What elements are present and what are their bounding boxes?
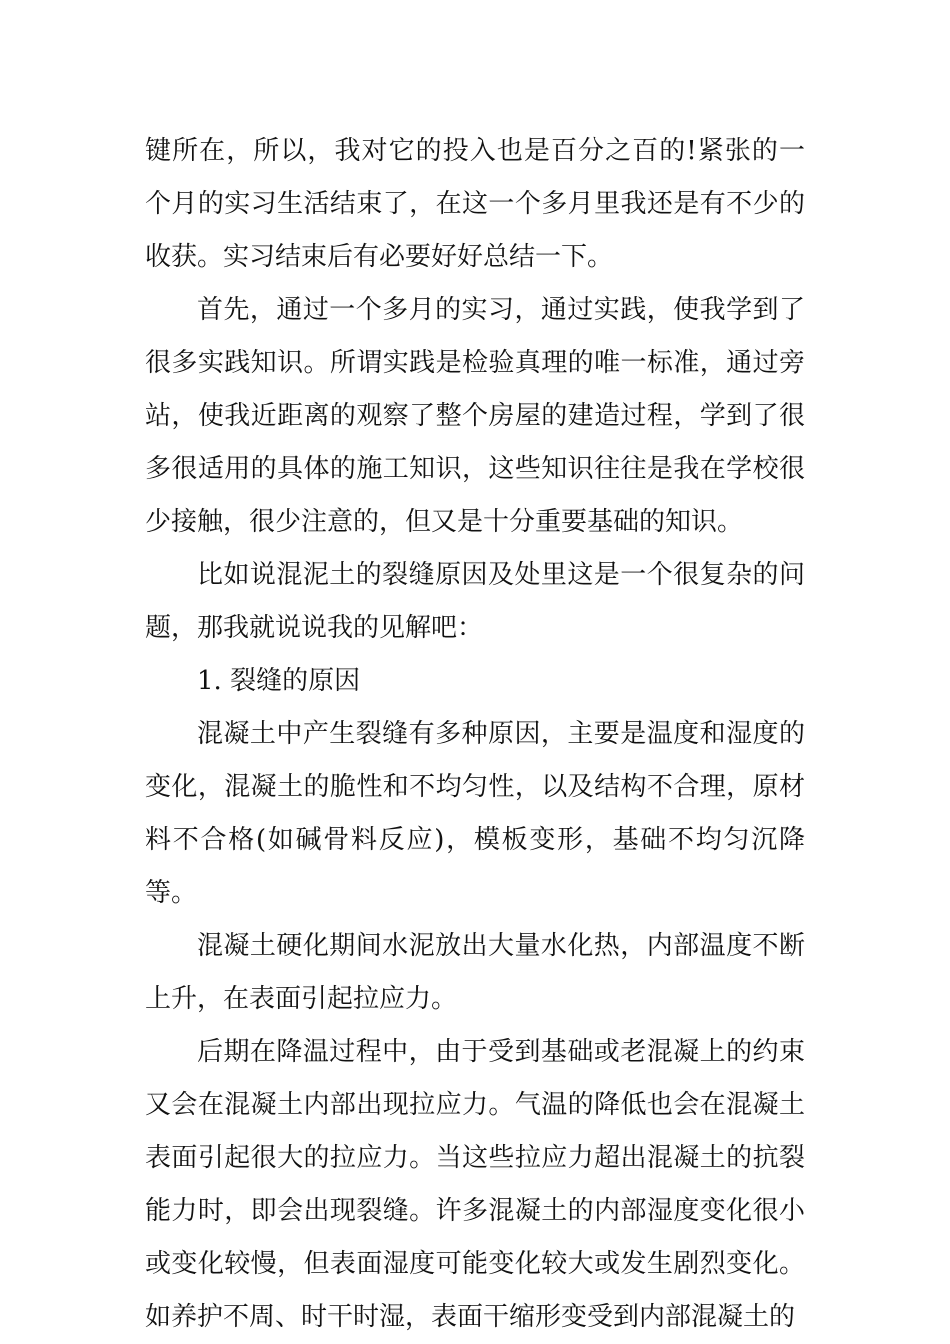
- paragraph-crack-causes: 混凝土中产生裂缝有多种原因，主要是温度和湿度的变化，混凝土的脆性和不均匀性，以及结构不合理，原材料不合格(如碱骨料反应)，模板变形，基础不均匀沉降等。: [145, 719, 805, 908]
- document-body: [145, 125, 805, 1344]
- section-heading-crack-causes: 1. 裂缝的原因: [197, 666, 361, 696]
- paragraph-hydration-heat: 混凝土硬化期间水泥放出大量水化热，内部温度不断上升，在表面引起拉应力。: [145, 931, 805, 1014]
- paragraph-practice-knowledge: 首先，通过一个多月的实习，通过实践，使我学到了很多实践知识。所谓实践是检验真理的唯一标准，通过旁站，使我近距离的观察了整个房屋的建造过程，学到了很多很适用的具体的施工知识，这些知识往往是我在学校很少接触，很少注意的，但又是十分重要基础的知识。: [145, 295, 805, 537]
- paragraph-crack-intro: 比如说混泥土的裂缝原因及处里这是一个很复杂的问题，那我就说说我的见解吧：: [145, 560, 805, 643]
- paragraph-cooling-stress: 后期在降温过程中，由于受到基础或老混凝上的约束又会在混凝土内部出现拉应力。气温的降低也会在混凝土表面引起很大的拉应力。当这些拉应力超出混凝土的抗裂能力时，即会出现裂缝。许多混凝土的内部湿度变化很小或变化较慢，但表面湿度可能变化较大或发生剧烈变化。如养护不周、时干时湿，表面干缩形变受到内部混凝土的: [145, 1037, 805, 1332]
- paragraph-continuation: 键所在，所以，我对它的投入也是百分之百的!紧张的一个月的实习生活结束了，在这一个多月里我还是有不少的收获。实习结束后有必要好好总结一下。: [145, 136, 805, 272]
